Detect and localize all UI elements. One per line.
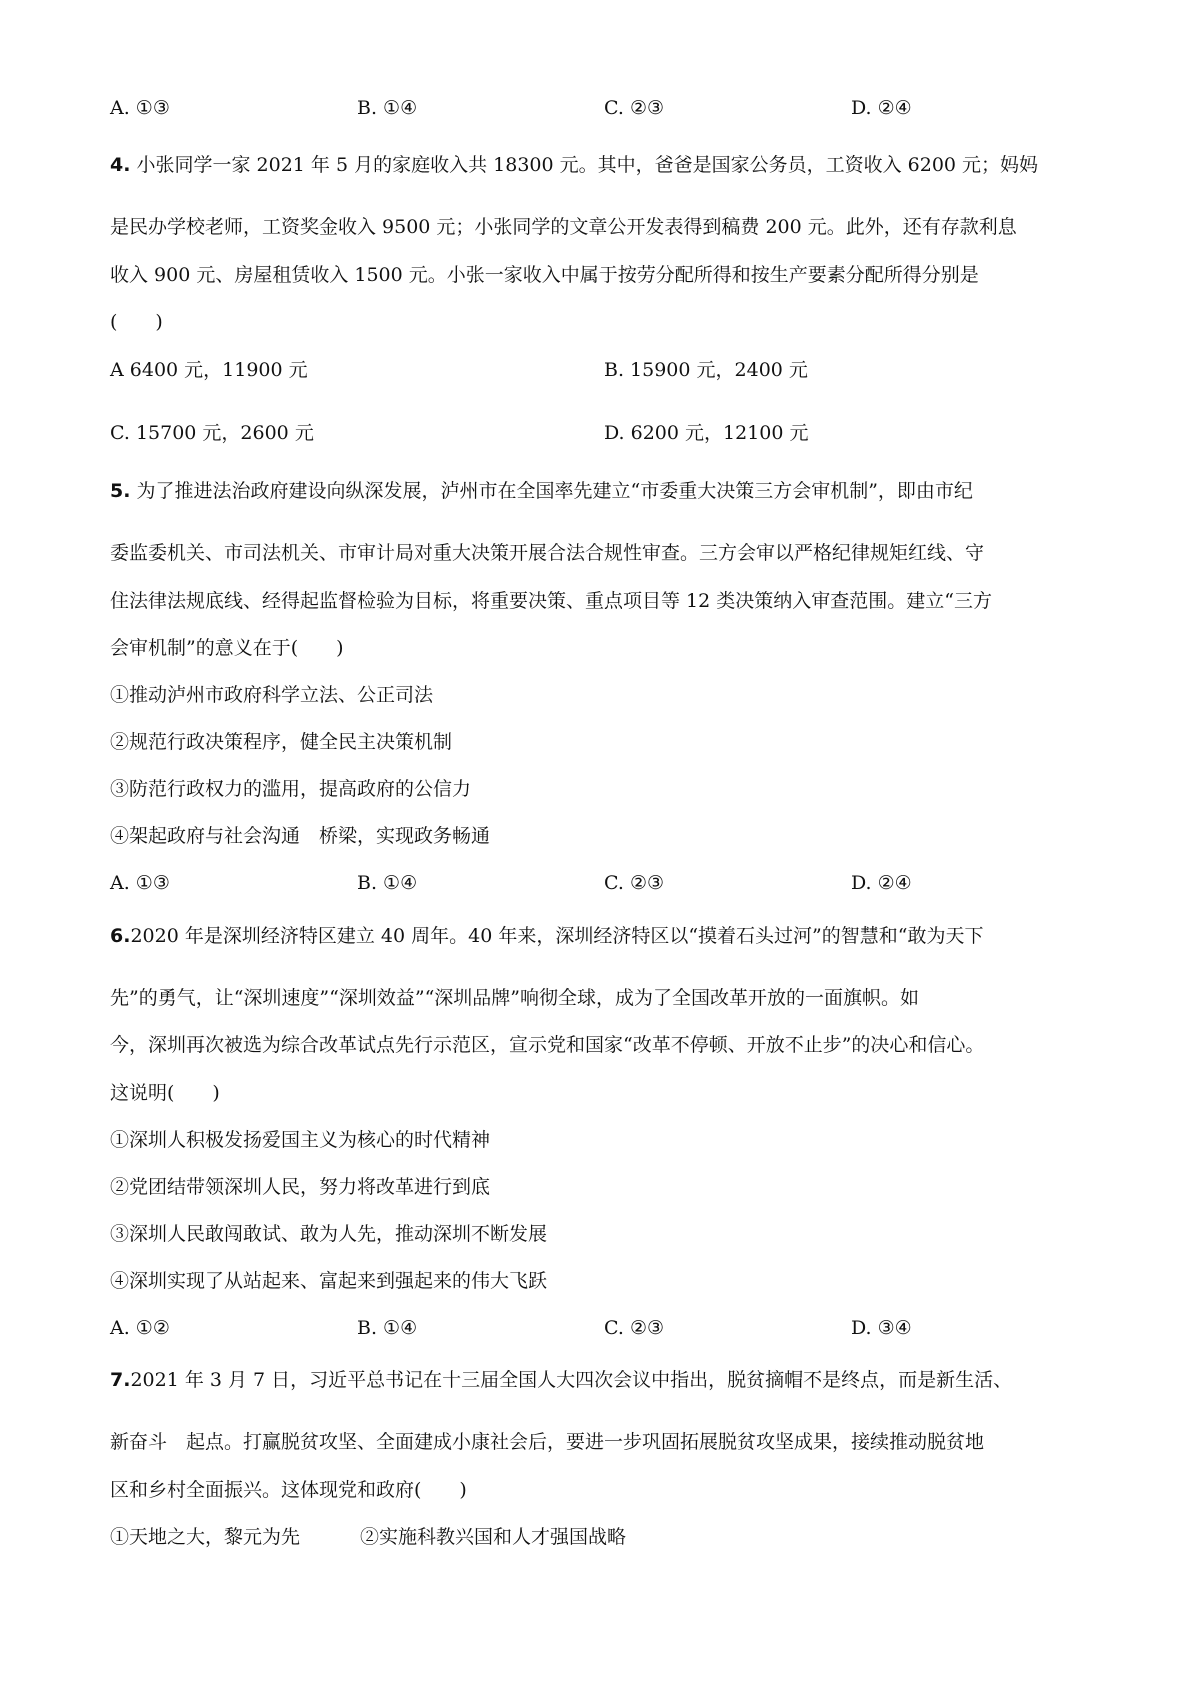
q5-option-b: B. ①④ xyxy=(357,872,418,894)
q6-item-1: ①深圳人积极发扬爱国主义为核心的时代精神 xyxy=(110,1129,491,1151)
q6-item-2: ②党团结带领深圳人民，努力将改革进行到底 xyxy=(110,1176,491,1198)
q5-item-2: ②规范行政决策程序，健全民主决策机制 xyxy=(110,731,453,753)
q4-text-1: 小张同学一家 2021 年 5 月的家庭收入共 18300 元。其中，爸爸是国家公务员，工资收入 6200 元；妈妈 xyxy=(136,154,1039,176)
q5-option-d: D. ②④ xyxy=(851,872,912,894)
q5-option-a: A. ①③ xyxy=(110,872,170,894)
q5-item-4: ④架起政府与社会沟通 桥梁，实现政务畅通 xyxy=(110,825,491,847)
q5-line-4: 会审机制”的意义在于( ) xyxy=(110,637,344,659)
q7-number: 7. xyxy=(110,1369,131,1391)
q4-line-1 xyxy=(110,151,1038,179)
q6-number: 6. xyxy=(110,925,131,947)
q3-option-a: A. ①③ xyxy=(110,97,170,119)
q6-line-4: 这说明( ) xyxy=(110,1082,220,1104)
q4-line-3: 收入 900 元、房屋租赁收入 1500 元。小张一家收入中属于按劳分配所得和按生产要素分配所得分别是 xyxy=(110,264,979,286)
q6-option-d: D. ③④ xyxy=(851,1317,912,1339)
q6-option-a: A. ①② xyxy=(110,1317,170,1339)
q4-option-b: B. 15900 元，2400 元 xyxy=(604,359,808,381)
q4-line-2: 是民办学校老师，工资奖金收入 9500 元；小张同学的文章公开发表得到稿费 200 元。此外，还有存款利息 xyxy=(110,216,1017,238)
q7-line-3: 区和乡村全面振兴。这体现党和政府( ) xyxy=(110,1479,467,1501)
q6-item-3: ③深圳人民敢闯敢试、敢为人先，推动深圳不断发展 xyxy=(110,1223,548,1245)
q6-option-c: C. ②③ xyxy=(604,1317,665,1339)
q7-text-1: 2021 年 3 月 7 日，习近平总书记在十三届全国人大四次会议中指出，脱贫摘帽不是终点，而是新生活、 xyxy=(130,1369,1013,1391)
q7-line-2: 新奋斗 起点。打赢脱贫攻坚、全面建成小康社会后，要进一步巩固拓展脱贫攻坚成果，接续推动脱贫地 xyxy=(110,1431,985,1453)
q5-item-1: ①推动泸州市政府科学立法、公正司法 xyxy=(110,684,434,706)
q4-option-d: D. 6200 元，12100 元 xyxy=(604,422,809,444)
q4-option-c: C. 15700 元，2600 元 xyxy=(110,422,314,444)
q7-item-1: ①天地之大，黎元为先 xyxy=(110,1526,301,1548)
q4-option-a: A 6400 元，11900 元 xyxy=(110,359,308,381)
q6-option-b: B. ①④ xyxy=(357,1317,418,1339)
q5-line-3: 住法律法规底线、经得起监督检验为目标，将重要决策、重点项目等 12 类决策纳入审查范围。建立“三方 xyxy=(110,590,992,612)
q4-number: 4. xyxy=(110,154,131,176)
q7-line-1 xyxy=(110,1366,1012,1394)
q6-line-2: 先”的勇气，让“深圳速度”“深圳效益”“深圳品牌”响彻全球，成为了全国改革开放的一面旗帜。如 xyxy=(110,987,919,1009)
q6-item-4: ④深圳实现了从站起来、富起来到强起来的伟大飞跃 xyxy=(110,1270,548,1292)
q5-option-c: C. ②③ xyxy=(604,872,665,894)
q6-line-1 xyxy=(110,922,983,950)
q5-line-1 xyxy=(110,477,973,505)
q3-option-c: C. ②③ xyxy=(604,97,665,119)
q5-number: 5. xyxy=(110,480,131,502)
q7-item-2: ②实施科教兴国和人才强国战略 xyxy=(360,1526,627,1548)
q5-line-2: 委监委机关、市司法机关、市审计局对重大决策开展合法合规性审查。三方会审以严格纪律规矩红线、守 xyxy=(110,542,985,564)
q5-item-3: ③防范行政权力的滥用，提高政府的公信力 xyxy=(110,778,472,800)
q4-line-4: ( ) xyxy=(110,311,163,333)
q5-text-1: 为了推进法治政府建设向纵深发展，泸州市在全国率先建立“市委重大决策三方会审机制”，即由市纪 xyxy=(136,480,973,502)
q6-line-3: 今，深圳再次被选为综合改革试点先行示范区，宣示党和国家“改革不停顿、开放不止步”的决心和信心。 xyxy=(110,1034,985,1056)
q6-text-1: 2020 年是深圳经济特区建立 40 周年。40 年来，深圳经济特区以“摸着石头过河”的智慧和“敢为天下 xyxy=(130,925,984,947)
q7-items-row xyxy=(110,1523,626,1551)
q3-option-d: D. ②④ xyxy=(851,97,912,119)
q3-option-b: B. ①④ xyxy=(357,97,418,119)
